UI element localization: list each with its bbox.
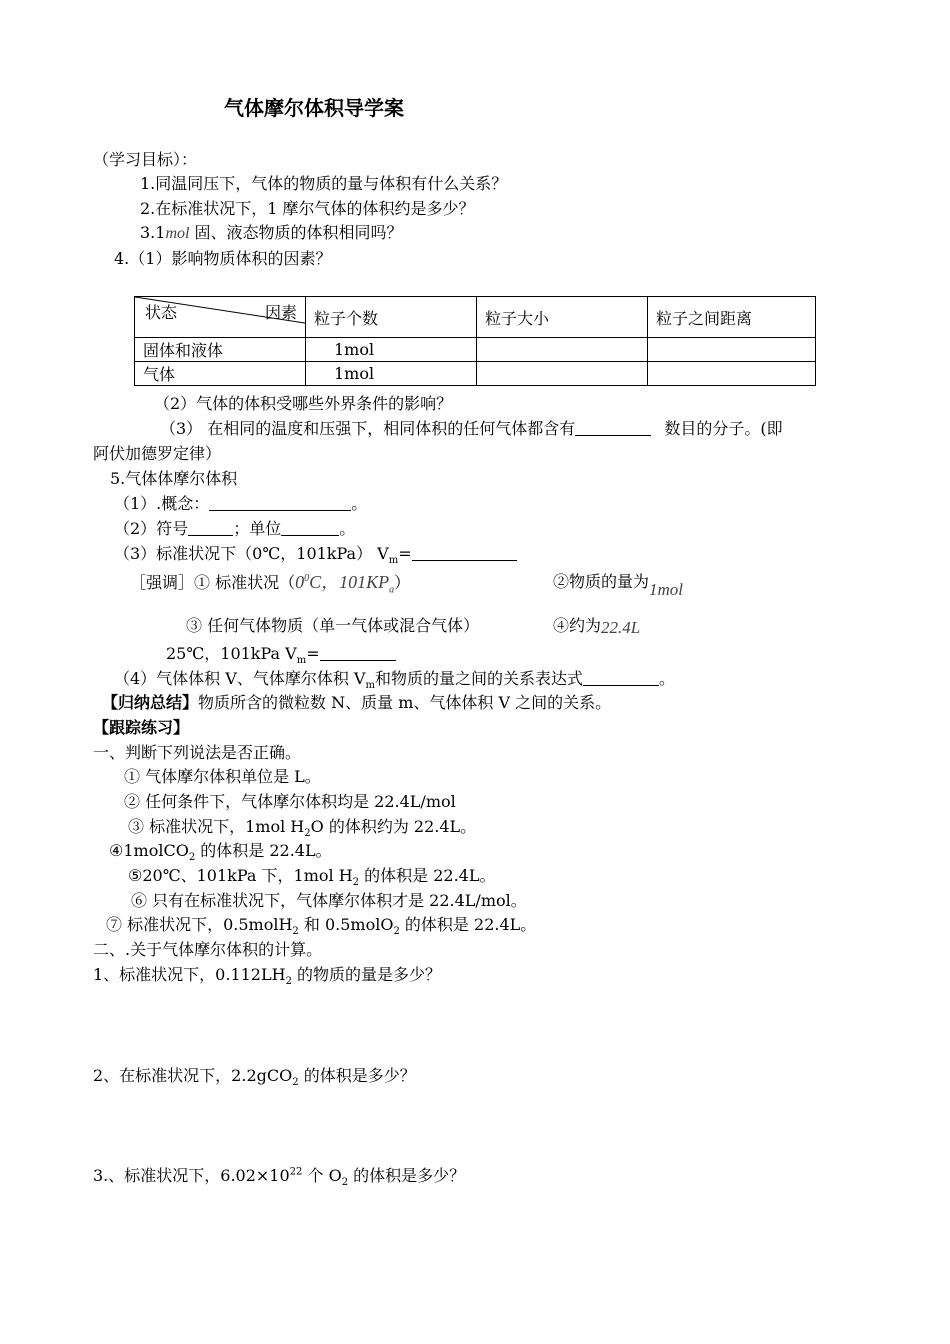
concept-line: （1）.概念： 。 — [114, 494, 368, 513]
relation-line: （4）气体体积 V、气体摩尔体积 $V_m$和物质的量之间的关系表达式 。 — [114, 669, 675, 692]
summary-label: 【归纳总结】 — [102, 693, 199, 712]
corner-cell — [135, 297, 306, 338]
calc-question-3: 3.、标准状况下，$6.02\times 10^{22}$ 个 $O_2$ 的体积是多少？ — [93, 1166, 466, 1189]
table-cell — [648, 338, 816, 362]
corner-label-state: 状态 — [145, 303, 178, 322]
calc-question-1: 1、标准状况下，$0.112LH_2$ 的物质的量是多少？ — [93, 965, 442, 988]
emphasis-2: ②物质的量为1mol — [553, 572, 684, 599]
answer-blank[interactable] — [320, 644, 396, 661]
header-cell: 粒子个数 — [306, 297, 477, 338]
goal-4: 4.（1）影响物质体积的因素？ — [114, 249, 332, 268]
emphasis-3: ③ 任何气体物质（单一气体或混合气体） — [186, 616, 480, 635]
table-cell — [477, 362, 648, 386]
judge-item-4: ④1molCO$_2$ 的体积是 22.4L。 — [109, 841, 332, 864]
answer-blank[interactable] — [281, 519, 339, 536]
page-title: 气体摩尔体积导学案 — [224, 96, 404, 120]
emphasis-1: ［强调］① 标准状况（$0^0C$，$101KP_a$） — [130, 572, 411, 596]
standard-condition-line: （3）标准状况下（0℃，101kPa） $V_m=$ — [114, 544, 517, 564]
table-cell — [477, 338, 648, 362]
emphasis-4: ④约为22.4L — [553, 616, 641, 637]
summary-line: 【归纳总结】物质所含的微粒数 N、质量 m、气体体积 V 之间的关系。 — [102, 693, 612, 712]
answer-blank[interactable] — [583, 669, 659, 686]
goal-2: 2.在标准状况下，1 摩尔气体的体积约是多少？ — [140, 199, 475, 218]
part-2-heading: 二、.关于气体摩尔体积的计算。 — [93, 940, 323, 959]
factors-table — [134, 296, 816, 386]
corner-label-factor: 因素 — [264, 303, 297, 322]
answer-blank[interactable] — [188, 519, 233, 536]
calc-question-2: 2、在标准状况下，2.2gCO$_2$ 的体积是多少？ — [93, 1066, 416, 1089]
table-header-row — [135, 297, 816, 338]
table-cell — [648, 362, 816, 386]
judge-item-3: ③ 标准状况下，1mol $H_2O$ 的体积约为 22.4L。 — [128, 817, 477, 840]
row-label: 固体和液体 — [135, 338, 306, 362]
answer-blank[interactable] — [412, 544, 517, 561]
judge-item-6: ⑥ 只有在标准状况下，气体摩尔体积才是 22.4L/mol。 — [131, 891, 527, 910]
section-5-heading: 5.气体体摩尔体积 — [110, 469, 238, 488]
question-4-3-cont: 阿伏加德罗定律） — [93, 444, 222, 463]
answer-blank[interactable] — [209, 494, 351, 511]
table-row — [135, 338, 816, 362]
symbol-unit-line: （2）符号 ；单位 。 — [114, 519, 356, 538]
table-row — [135, 362, 816, 386]
answer-blank[interactable] — [575, 419, 651, 436]
row-label: 气体 — [135, 362, 306, 386]
practice-label: 【跟踪练习】 — [93, 718, 190, 737]
room-temp-line: 25℃，101kPa $V_m=$ — [166, 644, 396, 664]
judge-item-7: ⑦ 标准状况下，0.5molH$_2$ 和 0.5molO$_2$ 的体积是 22.4L。 — [106, 915, 537, 938]
table-cell: 1mol — [306, 362, 477, 386]
part-1-heading: 一、判断下列说法是否正确。 — [93, 743, 302, 762]
goal-3: 3.1mol 固、液态物质的体积相同吗？ — [140, 223, 403, 242]
goals-heading: （学习目标）： — [93, 150, 198, 169]
question-4-3: （3） 在相同的温度和压强下，相同体积的任何气体都含有 数目的分子。(即 — [160, 419, 783, 438]
question-4-2: （2）气体的体积受哪些外界条件的影响？ — [154, 394, 453, 413]
judge-item-2: ② 任何条件下，气体摩尔体积均是 22.4L/mol — [124, 792, 456, 811]
header-cell: 粒子之间距离 — [648, 297, 816, 338]
judge-item-5: ⑤20℃、101kPa 下，1mol $H_2$ 的体积是 22.4L。 — [128, 866, 496, 889]
header-cell: 粒子大小 — [477, 297, 648, 338]
table-cell: 1mol — [306, 338, 477, 362]
goal-1: 1.同温同压下，气体的物质的量与体积有什么关系？ — [140, 174, 508, 193]
judge-item-1: ① 气体摩尔体积单位是 L。 — [124, 767, 321, 786]
